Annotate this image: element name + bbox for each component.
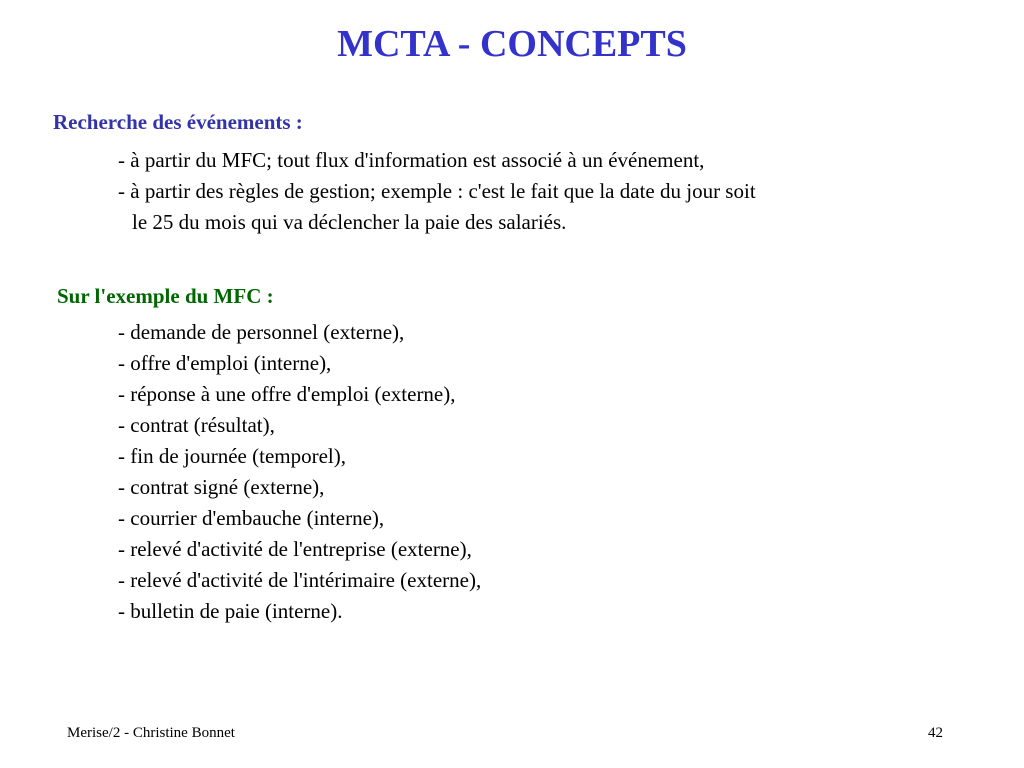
- footer-author: Merise/2 - Christine Bonnet: [67, 725, 235, 741]
- list-item: - contrat signé (externe),: [118, 475, 325, 499]
- slide-title: MCTA - CONCEPTS: [337, 23, 687, 65]
- page-number: 42: [928, 725, 943, 741]
- section-heading-mfc-example: Sur l'exemple du MFC :: [57, 284, 274, 308]
- list-item: - bulletin de paie (interne).: [118, 599, 343, 623]
- list-item: - relevé d'activité de l'intérimaire (externe),: [118, 568, 482, 592]
- list-item: - demande de personnel (externe),: [118, 320, 405, 344]
- list-item: - offre d'emploi (interne),: [118, 351, 332, 375]
- mfc-example-list: [118, 317, 481, 627]
- events-line: le 25 du mois qui va déclencher la paie des salariés.: [132, 210, 567, 234]
- section-heading-events: Recherche des événements :: [53, 110, 303, 134]
- list-item: - courrier d'embauche (interne),: [118, 506, 385, 530]
- list-item: - relevé d'activité de l'entreprise (externe),: [118, 537, 472, 561]
- list-item: - fin de journée (temporel),: [118, 444, 346, 468]
- list-item: - contrat (résultat),: [118, 413, 275, 437]
- list-item: - réponse à une offre d'emploi (externe),: [118, 382, 456, 406]
- events-text-block: [118, 145, 756, 238]
- events-line: - à partir des règles de gestion; exemple : c'est le fait que la date du jour soit: [118, 179, 756, 203]
- events-line: - à partir du MFC; tout flux d'information est associé à un événement,: [118, 148, 705, 172]
